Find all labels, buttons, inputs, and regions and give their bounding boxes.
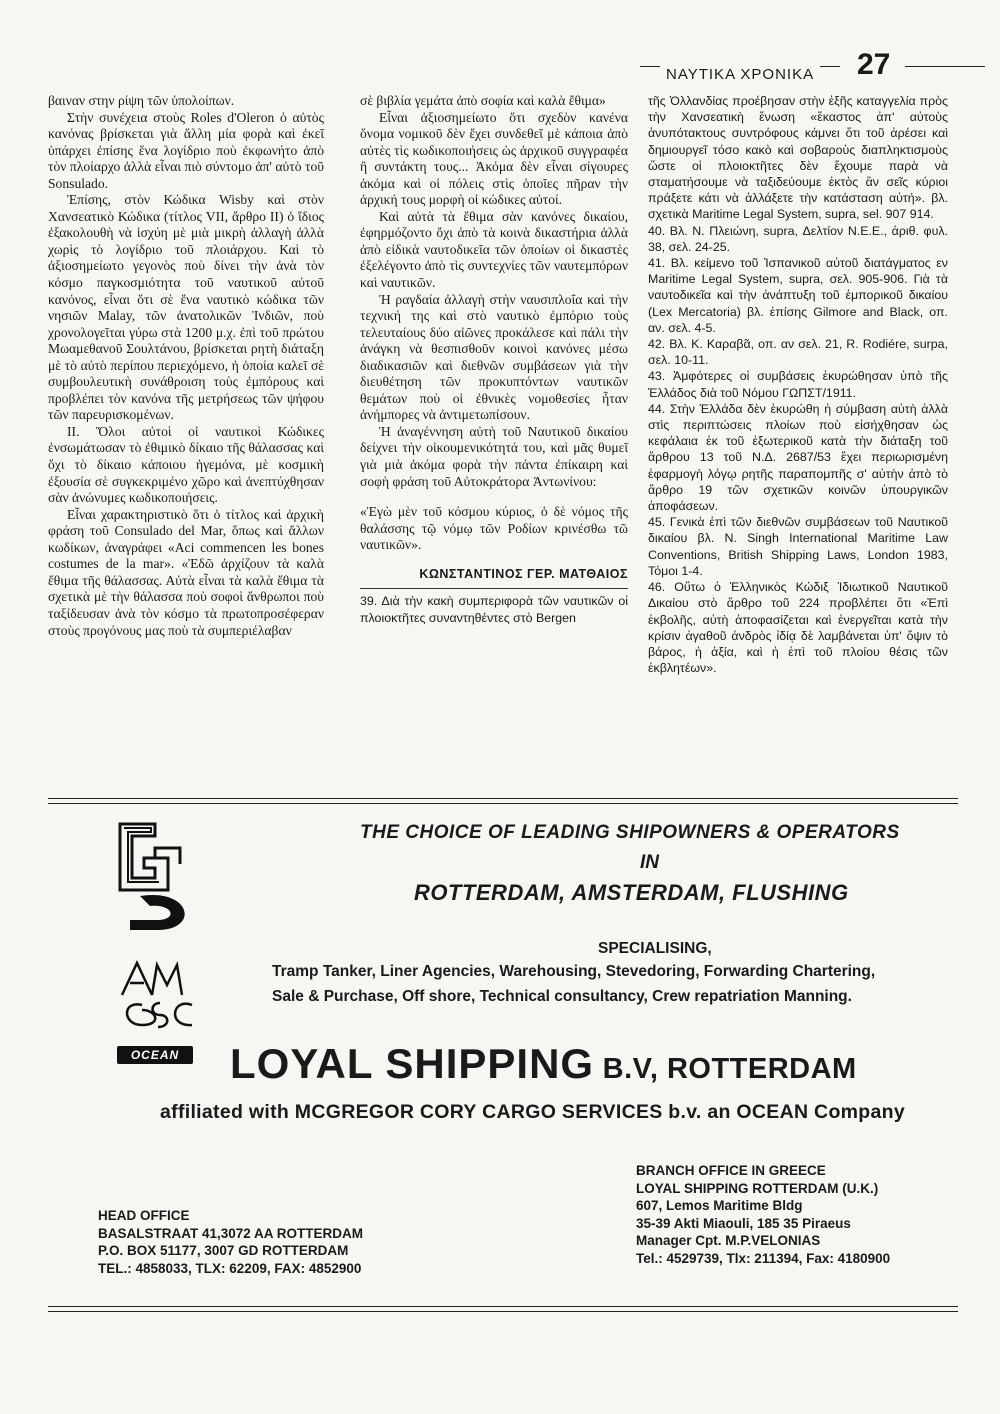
paragraph: II. Ὅλοι αὐτοὶ οἱ ναυτικοὶ Κώδικες ἐνσωμάτωσαν τὸ ἐθιμικὸ δίκαιο τῆς θάλασσας καὶ ὄχι τὸ δίκαιο κάποιου ἡγεμόνα, μὲ κοσμικὴ ἐξουσία σὲ συγκεκριμένο χῶρο καὶ ἀνεπτύχθησαν σὰν ἀνώνυμες κωδικοποιήσεις. [48, 423, 324, 506]
footnote: 41. Βλ. κείμενο τοῦ Ἰσπανικοῦ αὐτοῦ διατάγματος εν Maritime Legal System, supra, σελ. 905-906. Γιὰ τὰ ναυτοδικεῖα καὶ τὴν ἀνάπτυξη τοῦ ἐμπορικοῦ δικαίου (Lex Mercatoria) βλ. ἐπίσης Gilmore and Black, οπ. αν. σελ. 4-5. [648, 256, 948, 335]
paragraph: Καὶ αὐτὰ τὰ ἔθιμα σὰν κανόνες δικαίου, ἐφηρμόζοντο ὄχι ἀπὸ τὰ κοινὰ δικαστήρια ἀλλὰ ἀπὸ εἰδικὰ ναυτοδικεῖα τῶν ὁποίων οἱ δικαστὲς ἐξελέγοντο ἀπὸ τὶς συντεχνίες τῶν ναυτεμπόρων καὶ ναυτικῶν. [360, 208, 628, 291]
quotation: «Ἐγὼ μὲν τοῦ κόσμου κύριος, ὁ δὲ νόμος τῆς θαλάσσης τῷ νόμῳ τῶν Ροδίων κρινέσθω τῶ ναυτικῶν». [360, 504, 628, 553]
footnote: 39. Διὰ τὴν κακὴ συμπεριφορὰ τῶν ναυτικῶν οἱ πλοιοκτῆτες συναντηθέντες στὸ Bergen [360, 588, 628, 626]
ad-tagline: THE CHOICE OF LEADING SHIPOWNERS & OPERATORS [360, 822, 900, 843]
address-line: BASALSTRAAT 41,3072 AA ROTTERDAM [98, 1225, 364, 1241]
address-line: Tel.: 4529739, Tlx: 211394, Fax: 4180900 [636, 1250, 891, 1266]
address-line: BRANCH OFFICE IN GREECE [636, 1163, 826, 1178]
company-name-main: LOYAL SHIPPING [230, 1040, 595, 1087]
article-author: ΚΩΝΣΤΑΝΤΙΝΟΣ ΓΕΡ. ΜΑΤΘΑΙΟΣ [419, 566, 628, 581]
head-office-address [98, 1207, 363, 1277]
paragraph: σὲ βιβλία γεμάτα ἀπὸ σοφία καὶ καλὰ ἔθιμα» [360, 93, 606, 108]
paragraph: βαιναν στην ρίψη τῶν ὑπολοίπων. [48, 93, 235, 108]
footnote: 46. Οὕτω ὁ Ἑλληνικὸς Κώδιξ Ἰδιωτικοῦ Ναυτικοῦ Δικαίου στὸ ἄρθρο τοῦ 224 προβλέπει ὅτι «Ἐπὶ ἐκβολῆς, αὐτὴ ἀποφασίζεται καὶ ἐνεργεῖται κατὰ τὴν κρίσιν ἀγαθοῦ ἀνδρὸς ἰδίᾳ δὲ λαμβάνεται ὑπ' ὄψιν τὸ βάρος, ἡ ἀξία, καὶ ἡ ἐπὶ τοῦ πλοίου θέσις τῶν ἐκβλητέων». [648, 580, 948, 676]
ad-services: Sale & Purchase, Off shore, Technical consultancy, Crew repatriation Manning. [272, 988, 852, 1005]
paragraph: Στὴν συνέχεια στοὺς Roles d'Oleron ὁ αὐτὸς κανόνας βρίσκεται γιὰ ἄλλη μία φορὰ καὶ ἐκεῖ ὑπάρχει ἐπίσης ἕνα λογίδριο ποὺ ἐκφωνήτο ἀπὸ τὸν πλοίαρχο ἀλλὰ εἶναι πιὸ σύντομο ἀπ' αὐτὸ τοῦ Sonsulado. [48, 109, 324, 191]
ad-top-rule [48, 803, 958, 804]
ad-tagline-cities: ROTTERDAM, AMSTERDAM, FLUSHING [414, 880, 849, 905]
ad-top-rule [48, 798, 958, 799]
address-line: Manager Cpt. M.P.VELONIAS [636, 1233, 821, 1248]
company-name-suffix: B.V, ROTTERDAM [594, 1053, 857, 1085]
header-rule-right [905, 66, 985, 67]
article-column-1 [48, 93, 324, 639]
footnote: 42. Βλ. Κ. Καραβᾶ, οπ. αν σελ. 21, R. Rodiére, surpa, σελ. 10-11. [648, 337, 948, 368]
address-line: LOYAL SHIPPING ROTTERDAM (U.K.) [636, 1180, 879, 1196]
ad-tagline: IN [640, 852, 659, 873]
footnote: 45. Γενικὰ ἐπὶ τῶν διεθνῶν συμβάσεων τοῦ Ναυτικοῦ δικαίου βλ. N. Singh International Maritime Law Conventions, British Shipping Laws, London 1983, Τόμοι 1-4. [648, 515, 948, 578]
ad-bottom-rule [48, 1306, 958, 1307]
page-header [0, 44, 1000, 88]
paragraph: Ἡ ἀναγέννηση αὐτὴ τοῦ Ναυτικοῦ δικαίου δείχνει τὴν οἰκουμενικότητά του, καὶ μᾶς θυμεῖ γιὰ μιὰ ἀκόμα φορὰ τὴν πάντα ἐπίκαιρη καὶ σοφὴ φράση τοῦ Αὐτοκράτορα Ἀντωνίνου: [360, 423, 628, 489]
footnote: 44. Στὴν Ἑλλάδα δὲν ἐκυρώθη ἡ σύμβαση αὐτὴ ἀλλὰ στὶς περιπτώσεις πλοίων ποὺ εἰσήχθησαν ὡς κεφάλαια ἐκ τοῦ ἐξωτερικοῦ κατὰ τὴν διάταξη τοῦ ἄρθρου 13 τοῦ Ν.Δ. 2687/53 ἔχει περιωρισμένη ἐφαρμογὴ λόγῳ ρητῆς παραπομπῆς σ' αὐτὴν ἀπὸ τὸ ἄρθρο 19 τῶν σχετικῶν κοινῶν ὑπουργικῶν ἀποφάσεων. [648, 401, 948, 514]
gs-logo-icon [100, 818, 210, 938]
page-number: 27 [857, 48, 891, 81]
ad-bottom-rule [48, 1311, 958, 1312]
magazine-title: ΝΑΥΤΙΚΑ ΧΡΟΝΙΚΑ [660, 66, 820, 83]
article-column-2 [360, 93, 628, 626]
paragraph: Εἶναι ἀξιοσημείωτο ὅτι σχεδὸν κανένα ὄνομα νομικοῦ δὲν ἔχει συνδεθεῖ μὲ κάποια ἀπὸ αὐτὲς τὶς κωδικοποιήσεις ὡς ἀρχικοῦ συγγραφέα ἢ συντάκτη τους... Ἀκόμα δὲν εἶναι σίγουρες ἀκόμα καὶ οἱ πόλεις στὶς ὁποῖες πῆραν τὴν ἀρχική τους μορφὴ οἱ κώδικες αὐτοί. [360, 109, 628, 208]
branch-office-address [636, 1162, 890, 1267]
paragraph: Εἶναι χαρακτηριστικὸ ὅτι ὁ τίτλος καὶ ἀρχικὴ φράση τοῦ Consulado del Mar, ὅπως καὶ ἄλλων κωδίκων, ἀναγράφει «Aci commencen les bones costumes de la mar». «Ἐδῶ ἀρχίζουν τὰ καλὰ ἔθιμα τῆς θάλασσας. Αὐτὰ εἶναι τὰ καλὰ ἔθιμα τὰ σχετικὰ μὲ τὴν θάλασσα ποὺ σοφοὶ ἄνθρωποι ποὺ ταξίδευσαν ἀνὰ τὸν κόσμο τὰ πρωτοπροσέφεραν στοὺς προγόνους μας ποὺ τὰ συμπεριέλαβαν [48, 506, 324, 638]
paragraph: Ἐπίσης, στὸν Κώδικα Wisby καὶ στὸν Χανσεατικὸ Κώδικα (τίτλος VII, ἄρθρο II) ὁ ἴδιος ἐξακολουθὴ νὰ ἰσχύη μὲ μιὰ μικρὴ ἀλλαγὴ ἀλλὰ χωρὶς τὸ λογίδριο τοῦ πλοιάρχου. Καὶ τὸ ἀξιοσημείωτο γεγονὸς ποὺ δίνει τὴν ἀνὰ τὸν κόσμο παγκοσμιότητα τοῦ ναυτικοῦ αὐτοῦ κανόνος, εἶναι ὅτι σὲ ἕνα ναυτικὸ κώδικα τῶν νησιῶν Malay, τῶν ἀνατολικῶν Ἰνδιῶν, ποὺ χρονολογεῖται γύρω στὰ 1200 μ.χ. ἐπὶ τοῦ πρώτου Μωαμεθανοῦ Σουλτάνου, βρίσκεται ρητὴ διάταξη μὲ τὸ αὐτὸ περίπου περιεχόμενο, ἡ ὁποία καλεῖ σὲ συμβουλευτικὴ συνάθροιση τοὺς ἐμπόρους καὶ προβλέπει τὸν κανόνα τῆς μετρήσεως τῶν ψήφου τῶν παρευρισκομένων. [48, 192, 324, 423]
ad-specialising: SPECIALISING, [598, 940, 712, 957]
address-line: HEAD OFFICE [98, 1208, 190, 1223]
amsc-monogram-icon [112, 955, 202, 1035]
ad-services: Tramp Tanker, Liner Agencies, Warehousing, Stevedoring, Forwarding Chartering, [272, 963, 876, 980]
ocean-badge: OCEAN [117, 1046, 193, 1064]
address-line: 35-39 Akti Miaouli, 185 35 Piraeus [636, 1215, 851, 1231]
paragraph: Ἡ ραγδαία ἀλλαγὴ στὴν ναυσιπλοΐα καὶ τὴν τεχνική της καὶ στὸ ναυτικὸ ἐμπόριο τοὺς τελευταίους δύο αἰῶνες προκάλεσε καὶ πάλι τὴν ἀνάγκη νὰ θεσπισθοῦν κοινοὶ κανόνες μέσω διαδικασιῶν καὶ διεθνῶν συμβάσεων γιὰ τὴν διευθέτηση τῶν προκυπτόντων ναυτικῶν θεμάτων ποὺ οἱ ἐθνικὲς νομοθεσίες ἦταν ἀνήμπορες νὰ ἀντιμετωπίσουν. [360, 291, 628, 423]
address-line: TEL.: 4858033, TLX: 62209, FAX: 4852900 [98, 1260, 362, 1276]
address-line: 607, Lemos Maritime Bldg [636, 1198, 803, 1213]
company-affiliation: affiliated with MCGREGOR CORY CARGO SERVICES b.v. an OCEAN Company [160, 1101, 906, 1123]
footnote: 43. Ἀμφότερες οἱ συμβάσεις ἐκυρώθησαν ὑπὸ τῆς Ἑλλάδος διὰ τοῦ Νόμου ΓΩΠΣΤ/1911. [648, 369, 948, 400]
company-name [230, 1040, 857, 1088]
footnote: 40. Βλ. Ν. Πλειώνη, supra, Δελτίον Ν.Ε.Ε., ἀριθ. φυλ. 38, σελ. 24-25. [648, 223, 948, 254]
footnote: τῆς Ὀλλανδίας προέβησαν στὴν ἑξῆς καταγγελία πρὸς τὴν Χανσεατικὴ ἕνωση «ἕκαστος ἀπ' αὐτοὺς ἀνυπότακτους συντρόφους κάμνει ὅτι τοῦ ἀρέσει καὶ δημιουργεῖ τόσο κακὸ καὶ σοβαροὺς διαπληκτισμοὺς ὥστε οἱ πλοιοκτῆτες δὲν ἔχουμε παρὰ νὰ σταματήσουμε νὰ ταξιδεύουμε ἐκτὸς ἂν σεῖς κύριοι πράξετε κάτι νὰ ἀλλάξετε τὴν κατάσταση αὐτή». βλ. σχετικὰ Maritime Legal System, supra, sel. 907 914. [648, 94, 948, 222]
footnotes-column [648, 93, 948, 676]
address-line: P.O. BOX 51177, 3007 GD ROTTERDAM [98, 1243, 349, 1258]
